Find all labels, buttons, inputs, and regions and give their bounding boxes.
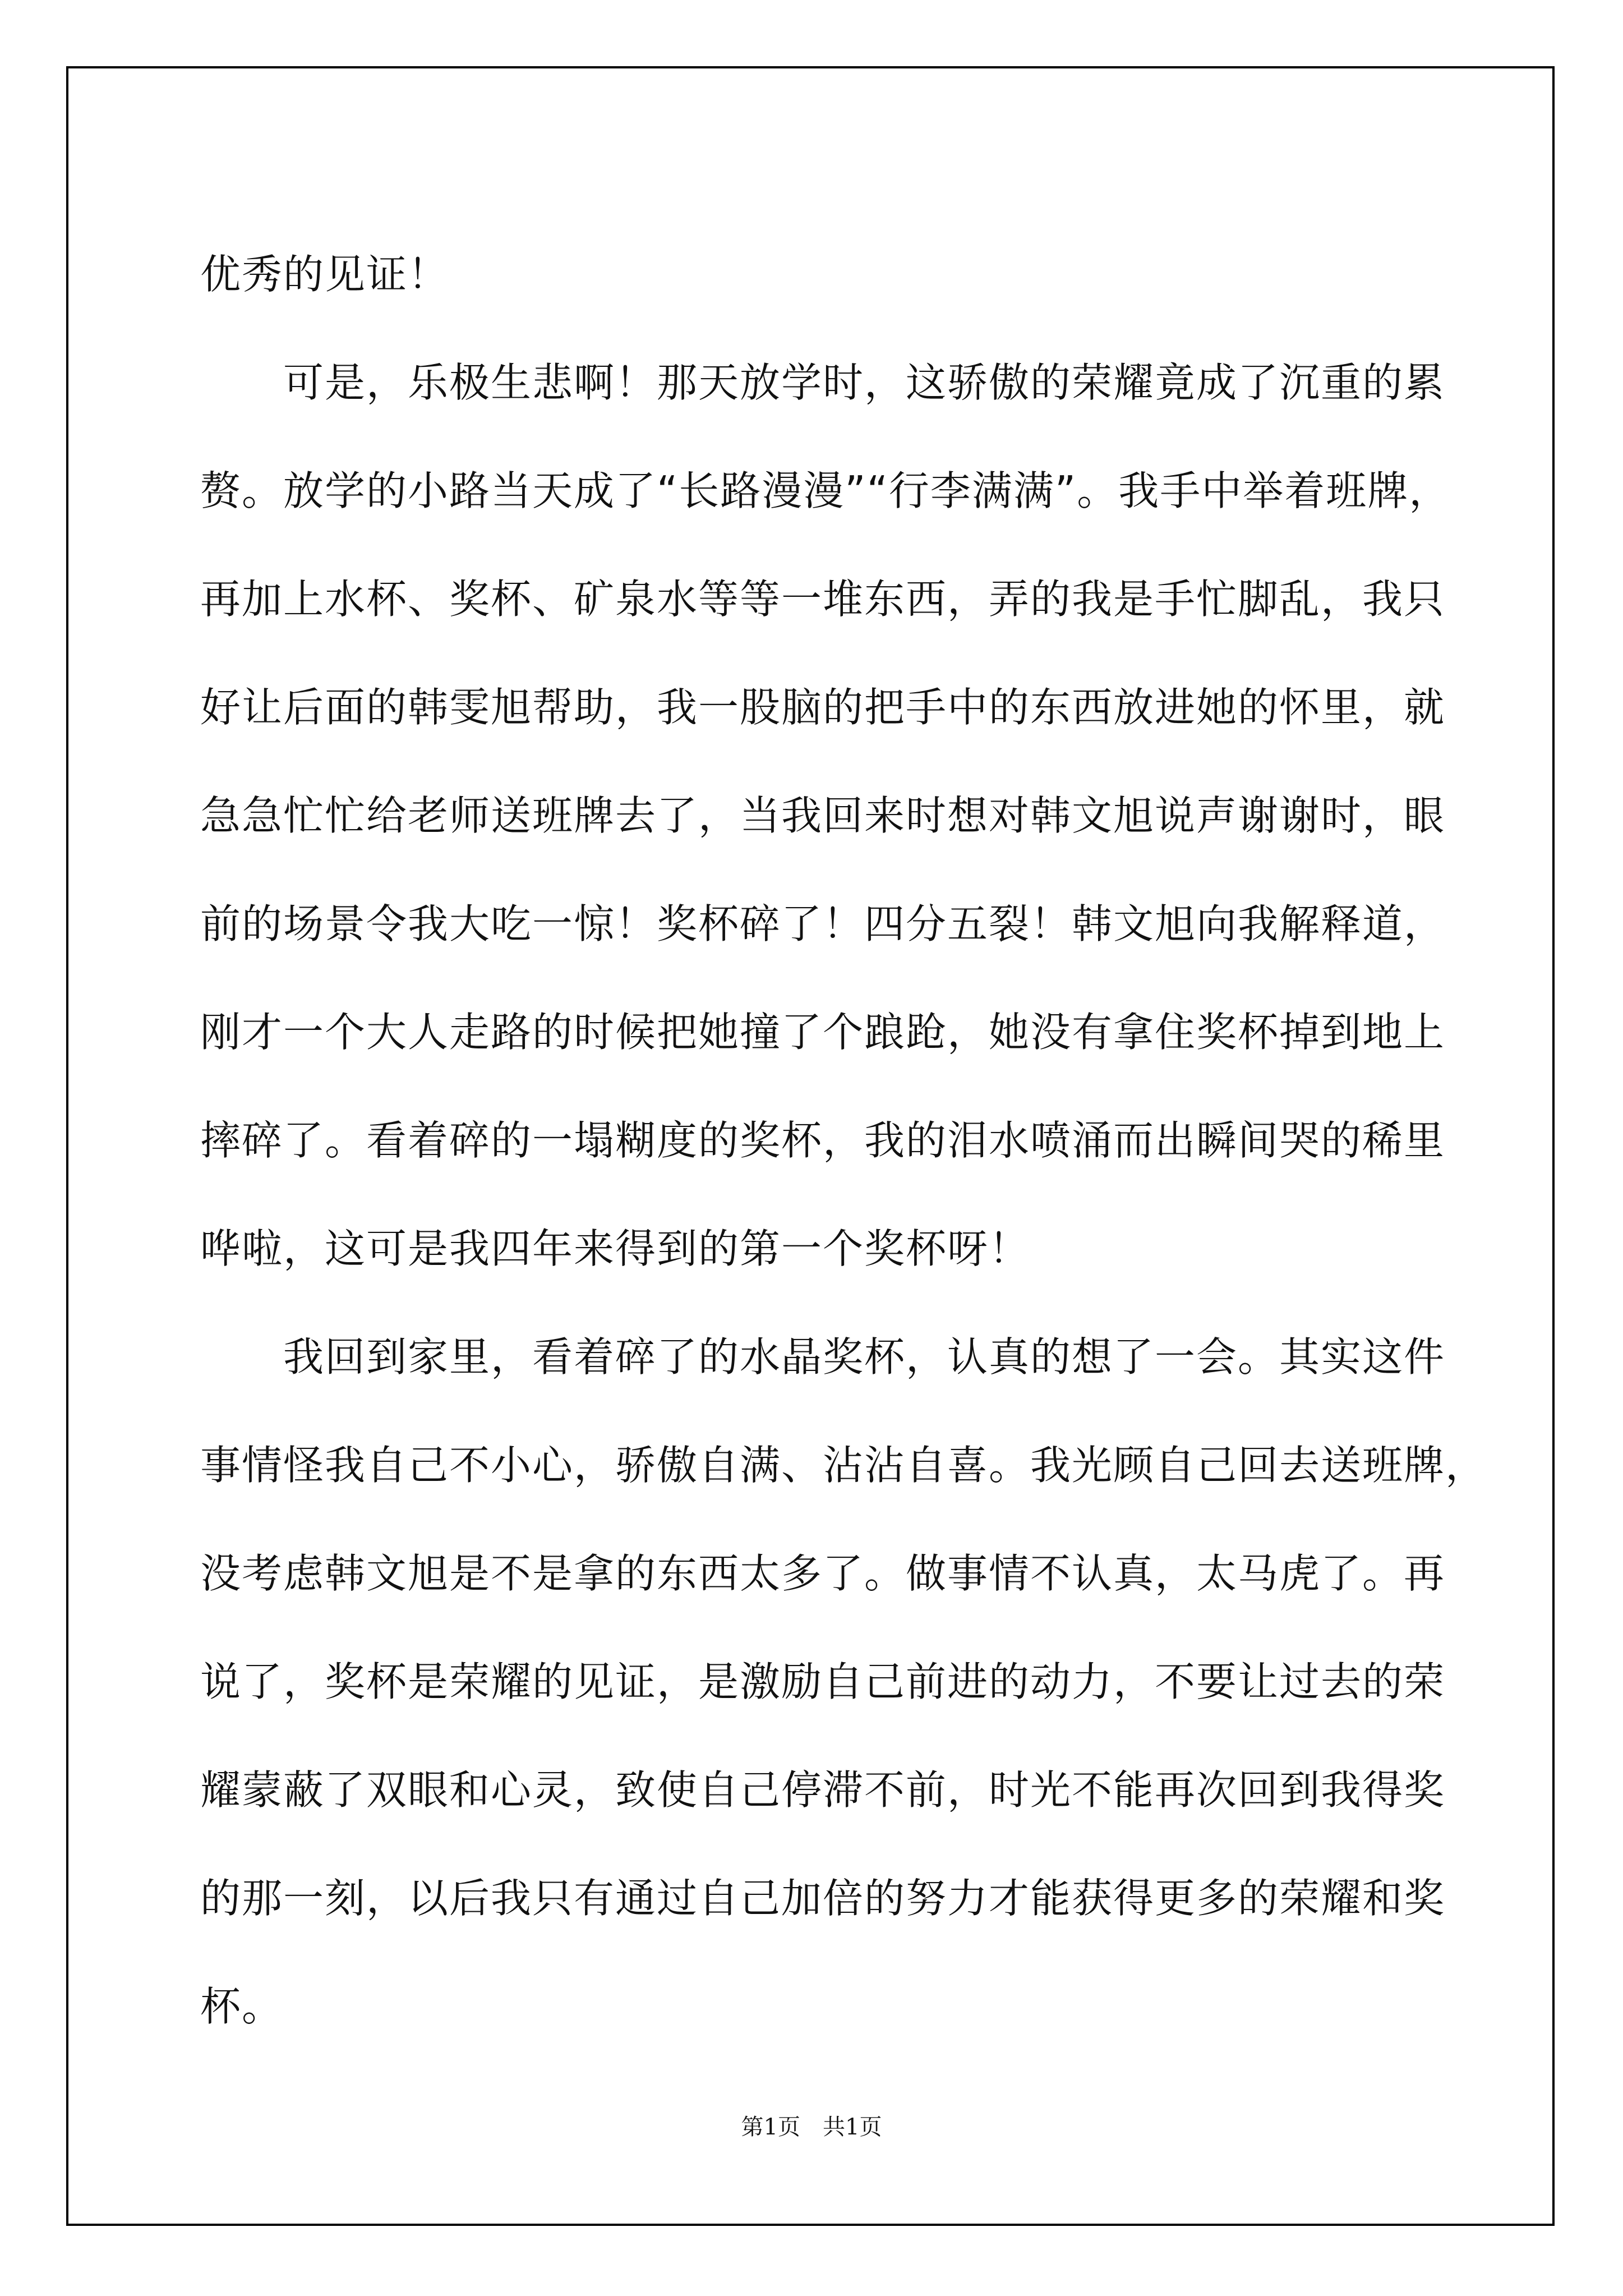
document-body — [200, 220, 1487, 2061]
text-line: 优秀的见证！ — [200, 251, 450, 298]
text-line: 前的场景令我大吃一惊！奖杯碎了！四分五裂！韩文旭向我解释道， — [200, 900, 1446, 947]
text-line: 急急忙忙给老师送班牌去了，当我回来时想对韩文旭说声谢谢时，眼 — [200, 792, 1446, 839]
text-line: 再加上水杯、奖杯、矿泉水等等一堆东西，弄的我是手忙脚乱，我只 — [200, 576, 1446, 623]
text-line: 事情怪我自己不小心，骄傲自满、沾沾自喜。我光顾自己回去送班牌， — [200, 1442, 1487, 1489]
text-line: 耀蒙蔽了双眼和心灵，致使自己停滞不前，时光不能再次回到我得奖 — [200, 1766, 1446, 1814]
text-line: 赘。放学的小路当天成了“长路漫漫”“行李满满”。我手中举着班牌， — [200, 467, 1451, 514]
text-line: 没考虑韩文旭是不是拿的东西太多了。做事情不认真，太马虎了。再 — [200, 1550, 1446, 1597]
text-line: 可是，乐极生悲啊！那天放学时，这骄傲的荣耀竟成了沉重的累 — [200, 359, 1446, 406]
text-line: 好让后面的韩雯旭帮助，我一股脑的把手中的东西放进她的怀里，就 — [200, 684, 1446, 731]
page-number-footer: 第1页 共1页 — [741, 2114, 882, 2140]
text-line: 的那一刻，以后我只有通过自己加倍的努力才能获得更多的荣耀和奖 — [200, 1875, 1446, 1922]
text-line: 刚才一个大人走路的时候把她撞了个踉跄，她没有拿住奖杯掉到地上 — [200, 1009, 1446, 1056]
text-line: 说了，奖杯是荣耀的见证，是激励自己前进的动力，不要让过去的荣 — [200, 1658, 1446, 1705]
text-line: 哗啦，这可是我四年来得到的第一个奖杯呀！ — [200, 1225, 1031, 1272]
text-line: 我回到家里，看着碎了的水晶奖杯，认真的想了一会。其实这件 — [200, 1333, 1446, 1381]
text-line: 摔碎了。看着碎的一塌糊度的奖杯，我的泪水喷涌而出瞬间哭的稀里 — [200, 1117, 1446, 1164]
text-line: 杯。 — [200, 1983, 284, 2030]
